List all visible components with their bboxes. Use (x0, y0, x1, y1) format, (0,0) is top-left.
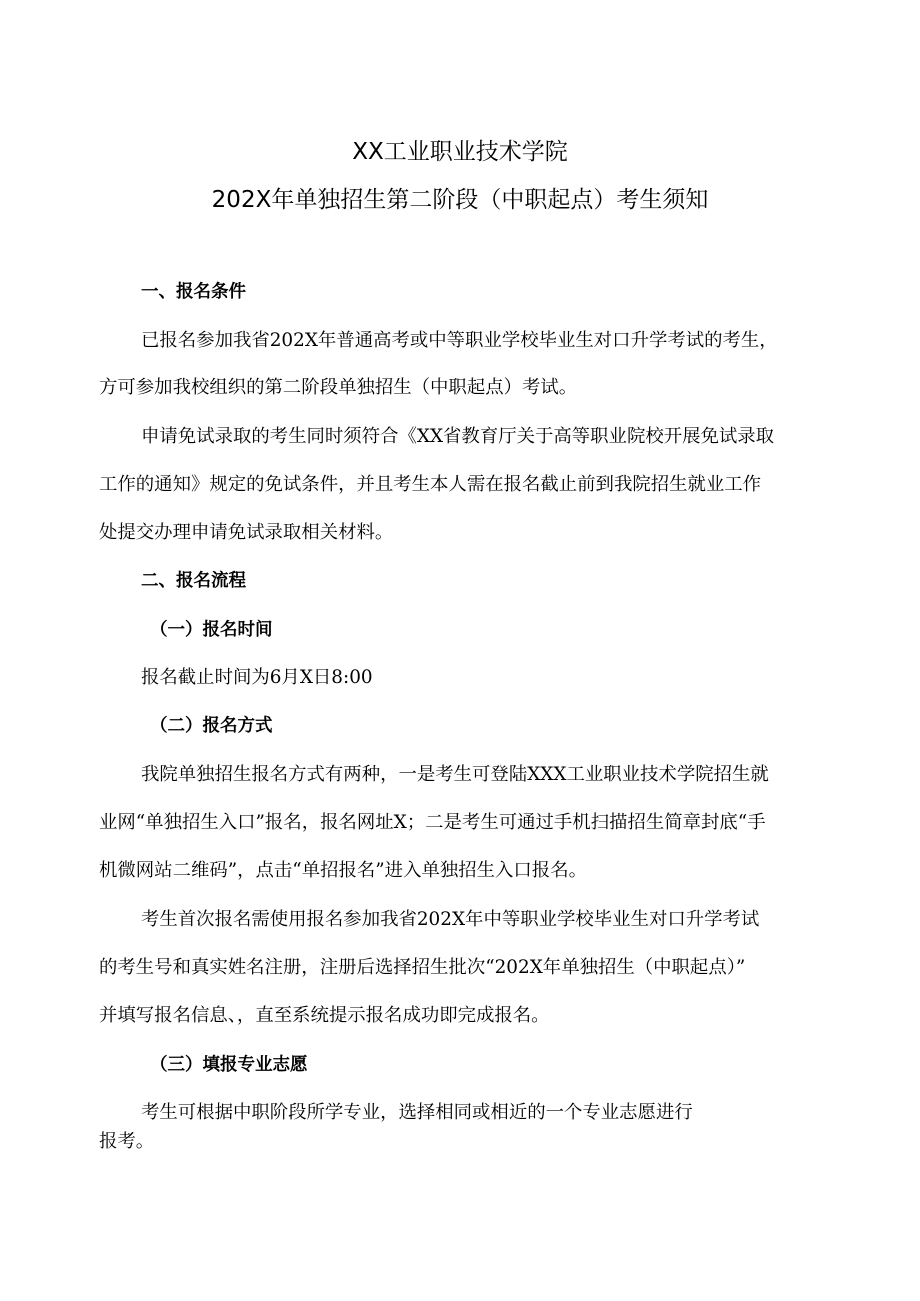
subsection-2-paragraph-2-line-2: 的考生号和真实姓名注册，注册后选择招生批次“202X年单独招生（中职起点）” (99, 957, 746, 978)
subsection-2-paragraph-1-line-3: 机微网站二维码”，点击“单招报名”进入单独招生入口报名。 (99, 860, 587, 881)
section-1-paragraph-1-line-1: 已报名参加我省202X年普通高考或中等职业学校毕业生对口升学考试的考生， (141, 330, 778, 351)
subsection-2-heading: （二）报名方式 (150, 716, 273, 736)
section-1-paragraph-1-line-2: 方可参加我校组织的第二阶段单独招生（中职起点）考试。 (99, 377, 578, 398)
subsection-1-line-1: 报名截止时间为6月X日8:00 (141, 667, 373, 688)
document-title-line-2: 202X年单独招生第二阶段（中职起点）考生须知 (211, 187, 709, 213)
section-1-paragraph-2-line-2: 工作的通知》规定的免试条件，并且考生本人需在报名截止前到我院招生就业工作 (99, 474, 762, 495)
section-2-heading: 二、报名流程 (141, 571, 246, 591)
section-1-paragraph-2-line-1: 申请免试录取的考生同时须符合《XX省教育厅关于高等职业院校开展免试录取 (141, 426, 775, 447)
subsection-2-paragraph-1-line-2: 业网“单独招生入口”报名，报名网址X；二是考生可通过手机扫描招生简章封底“手 (99, 812, 766, 833)
subsection-1-heading: （一）报名时间 (150, 620, 273, 640)
subsection-3-line-1: 考生可根据中职阶段所学专业，选择相同或相近的一个专业志愿进行 (141, 1102, 693, 1123)
subsection-2-paragraph-2-line-3: 并填写报名信息、，直至系统提示报名成功即完成报名。 (99, 1005, 550, 1026)
subsection-2-paragraph-1-line-1: 我院单独招生报名方式有两种，一是考生可登陆XXX工业职业技术学院招生就 (141, 764, 769, 785)
section-1-heading: 一、报名条件 (141, 282, 246, 302)
subsection-3-line-2: 报考。 (99, 1131, 155, 1152)
subsection-2-paragraph-2-line-1: 考生首次报名需使用报名参加我省202X年中等职业学校毕业生对口升学考试 (141, 909, 760, 930)
section-1-paragraph-2-line-3: 处提交办理申请免试录取相关材料。 (99, 522, 394, 543)
document-title-line-1: XX工业职业技术学院 (352, 139, 568, 165)
subsection-3-heading: （三）填报专业志愿 (150, 1055, 308, 1075)
